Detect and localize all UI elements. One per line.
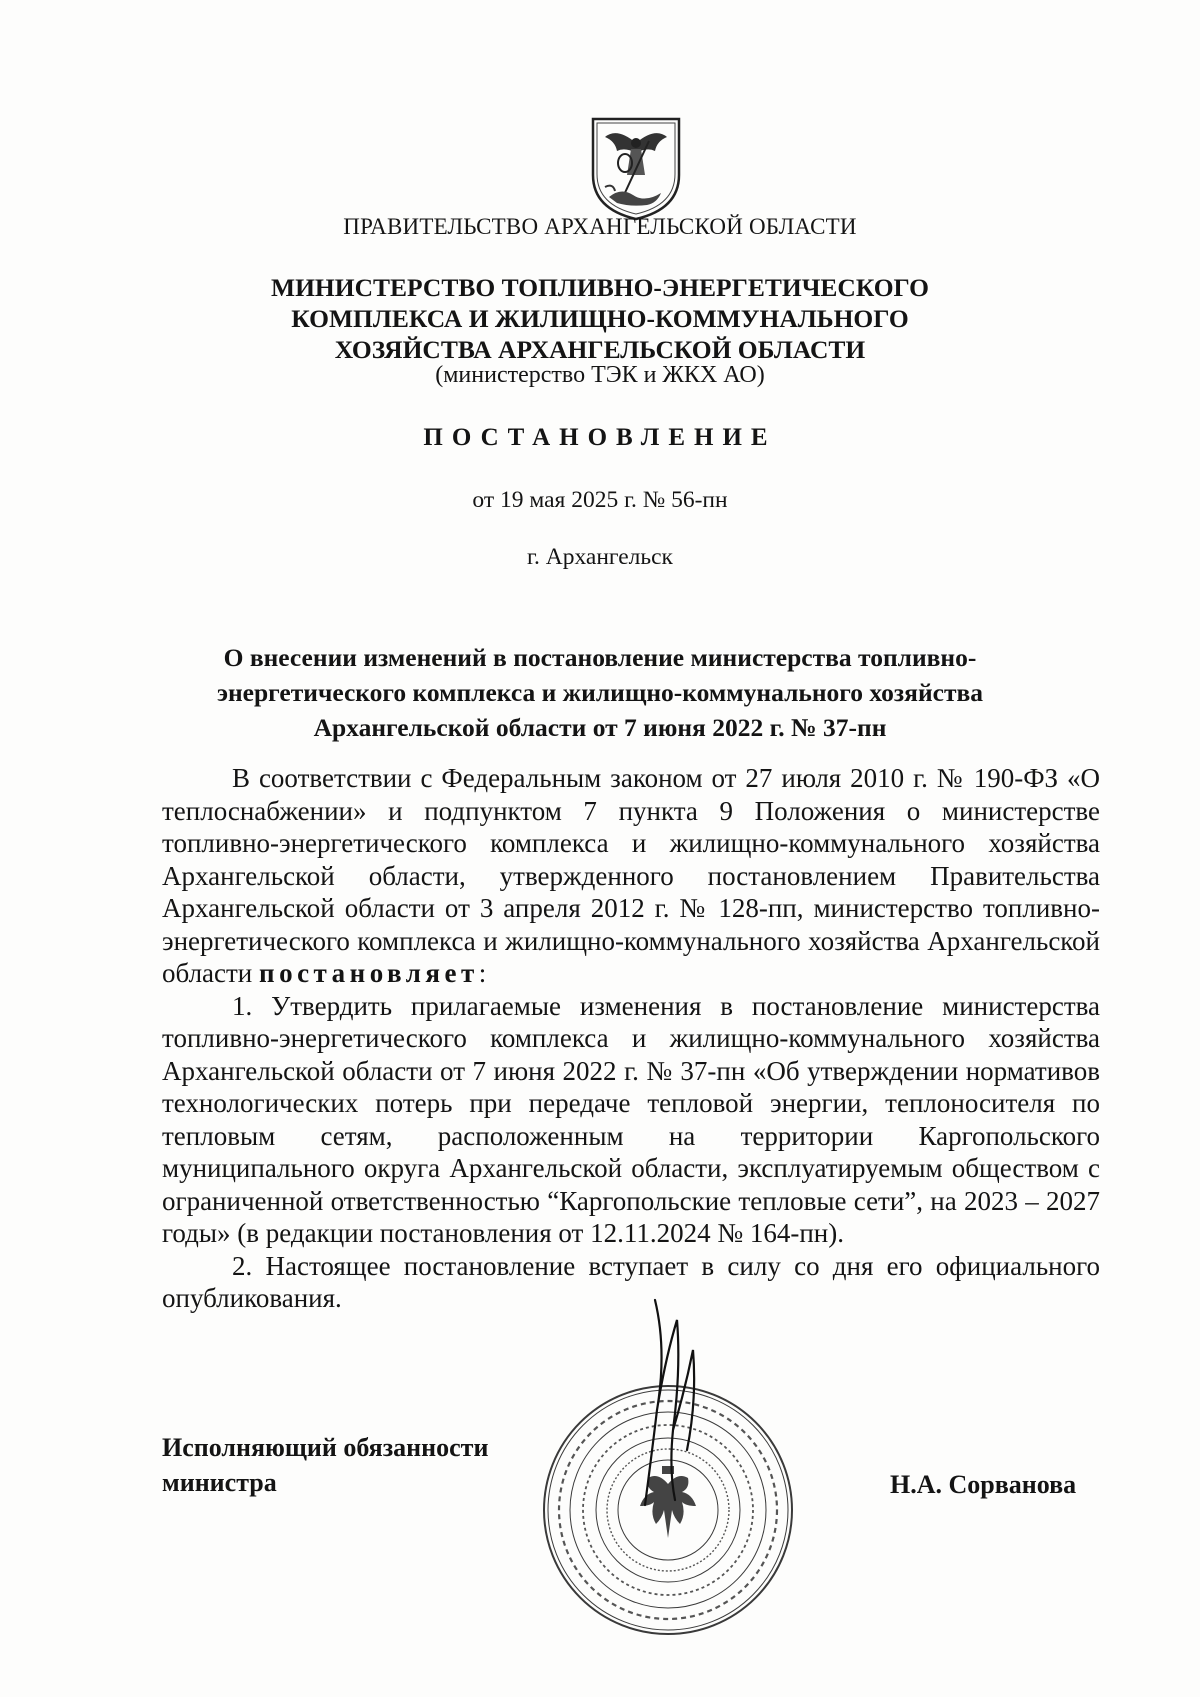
- resolves-word: постановляет: [259, 958, 479, 988]
- preamble-paragraph: [162, 762, 1100, 990]
- item-2-paragraph: 2. Настоящее постановление вступает в силу со дня его официального опубликования.: [162, 1250, 1100, 1313]
- signatory-name: Н.А. Сорванова: [890, 1470, 1077, 1499]
- document-body: [162, 762, 1100, 1315]
- ministry-name-line: МИНИСТЕРСТВО ТОПЛИВНО-ЭНЕРГЕТИЧЕСКОГО: [271, 273, 929, 302]
- signatory-position-line: Исполняющий обязанности: [162, 1433, 489, 1462]
- title-line: энергетического комплекса и жилищно-коммунального хозяйства: [216, 678, 984, 707]
- archangel-coat-of-arms-icon: [587, 113, 685, 223]
- signatory-position-line: министра: [162, 1468, 277, 1497]
- government-name: ПРАВИТЕЛЬСТВО АРХАНГЕЛЬСКОЙ ОБЛАСТИ: [343, 214, 857, 239]
- ministry-abbreviation: (министерство ТЭК и ЖКХ АО): [435, 362, 765, 388]
- ministry-name-line: ХОЗЯЙСТВА АРХАНГЕЛЬСКОЙ ОБЛАСТИ: [334, 335, 866, 364]
- preamble-text: В соответствии с Федеральным законом от 27 июля 2010 г. № 190-ФЗ «О теплоснабжении» и подпунктом 7 пункта 9 Положения о министерстве топливно-энергетического комплекса и жилищно-коммунального хозяйства Архангельской области, утвержденного постановлением Правительства Архангельской области от 3 апреля 2012 г. № 128-пп, министерство топливно-энергетического комплекса и жилищно-коммунального хозяйства Архангельской области: [162, 763, 1100, 988]
- ministry-name: [0, 272, 1200, 365]
- handwritten-signature: [615, 1290, 765, 1520]
- document-title: [150, 640, 1050, 745]
- ministry-name-line: КОМПЛЕКСА И ЖИЛИЩНО-КОММУНАЛЬНОГО: [291, 304, 909, 333]
- resolves-colon: :: [478, 958, 487, 988]
- document-date-number: от 19 мая 2025 г. № 56-пн: [472, 487, 728, 513]
- signatory-position: [162, 1430, 488, 1500]
- item-1-paragraph: 1. Утвердить прилагаемые изменения в постановление министерства топливно-энергетического комплекса и жилищно-коммунального хозяйства Архангельской области от 7 июня 2022 г. № 37-пн «Об утверждении нормативов технологических потерь при передаче тепловой энергии, теплоносителя по тепловым сетям, расположенным на территории Каргопольского муниципального округа Архангельской области, эксплуатируемым обществом с ограниченной ответственностью “Каргопольские тепловые сети”, на 2023 – 2027 годы» (в редакции постановления от 12.11.2024 № 164-пн).: [162, 990, 1100, 1248]
- document-type: ПОСТАНОВЛЕНИЕ: [423, 424, 777, 451]
- title-line: О внесении изменений в постановление министерства топливно-: [223, 643, 977, 672]
- document-city: г. Архангельск: [527, 544, 673, 570]
- title-line: Архангельской области от 7 июня 2022 г. № 37-пн: [313, 713, 887, 742]
